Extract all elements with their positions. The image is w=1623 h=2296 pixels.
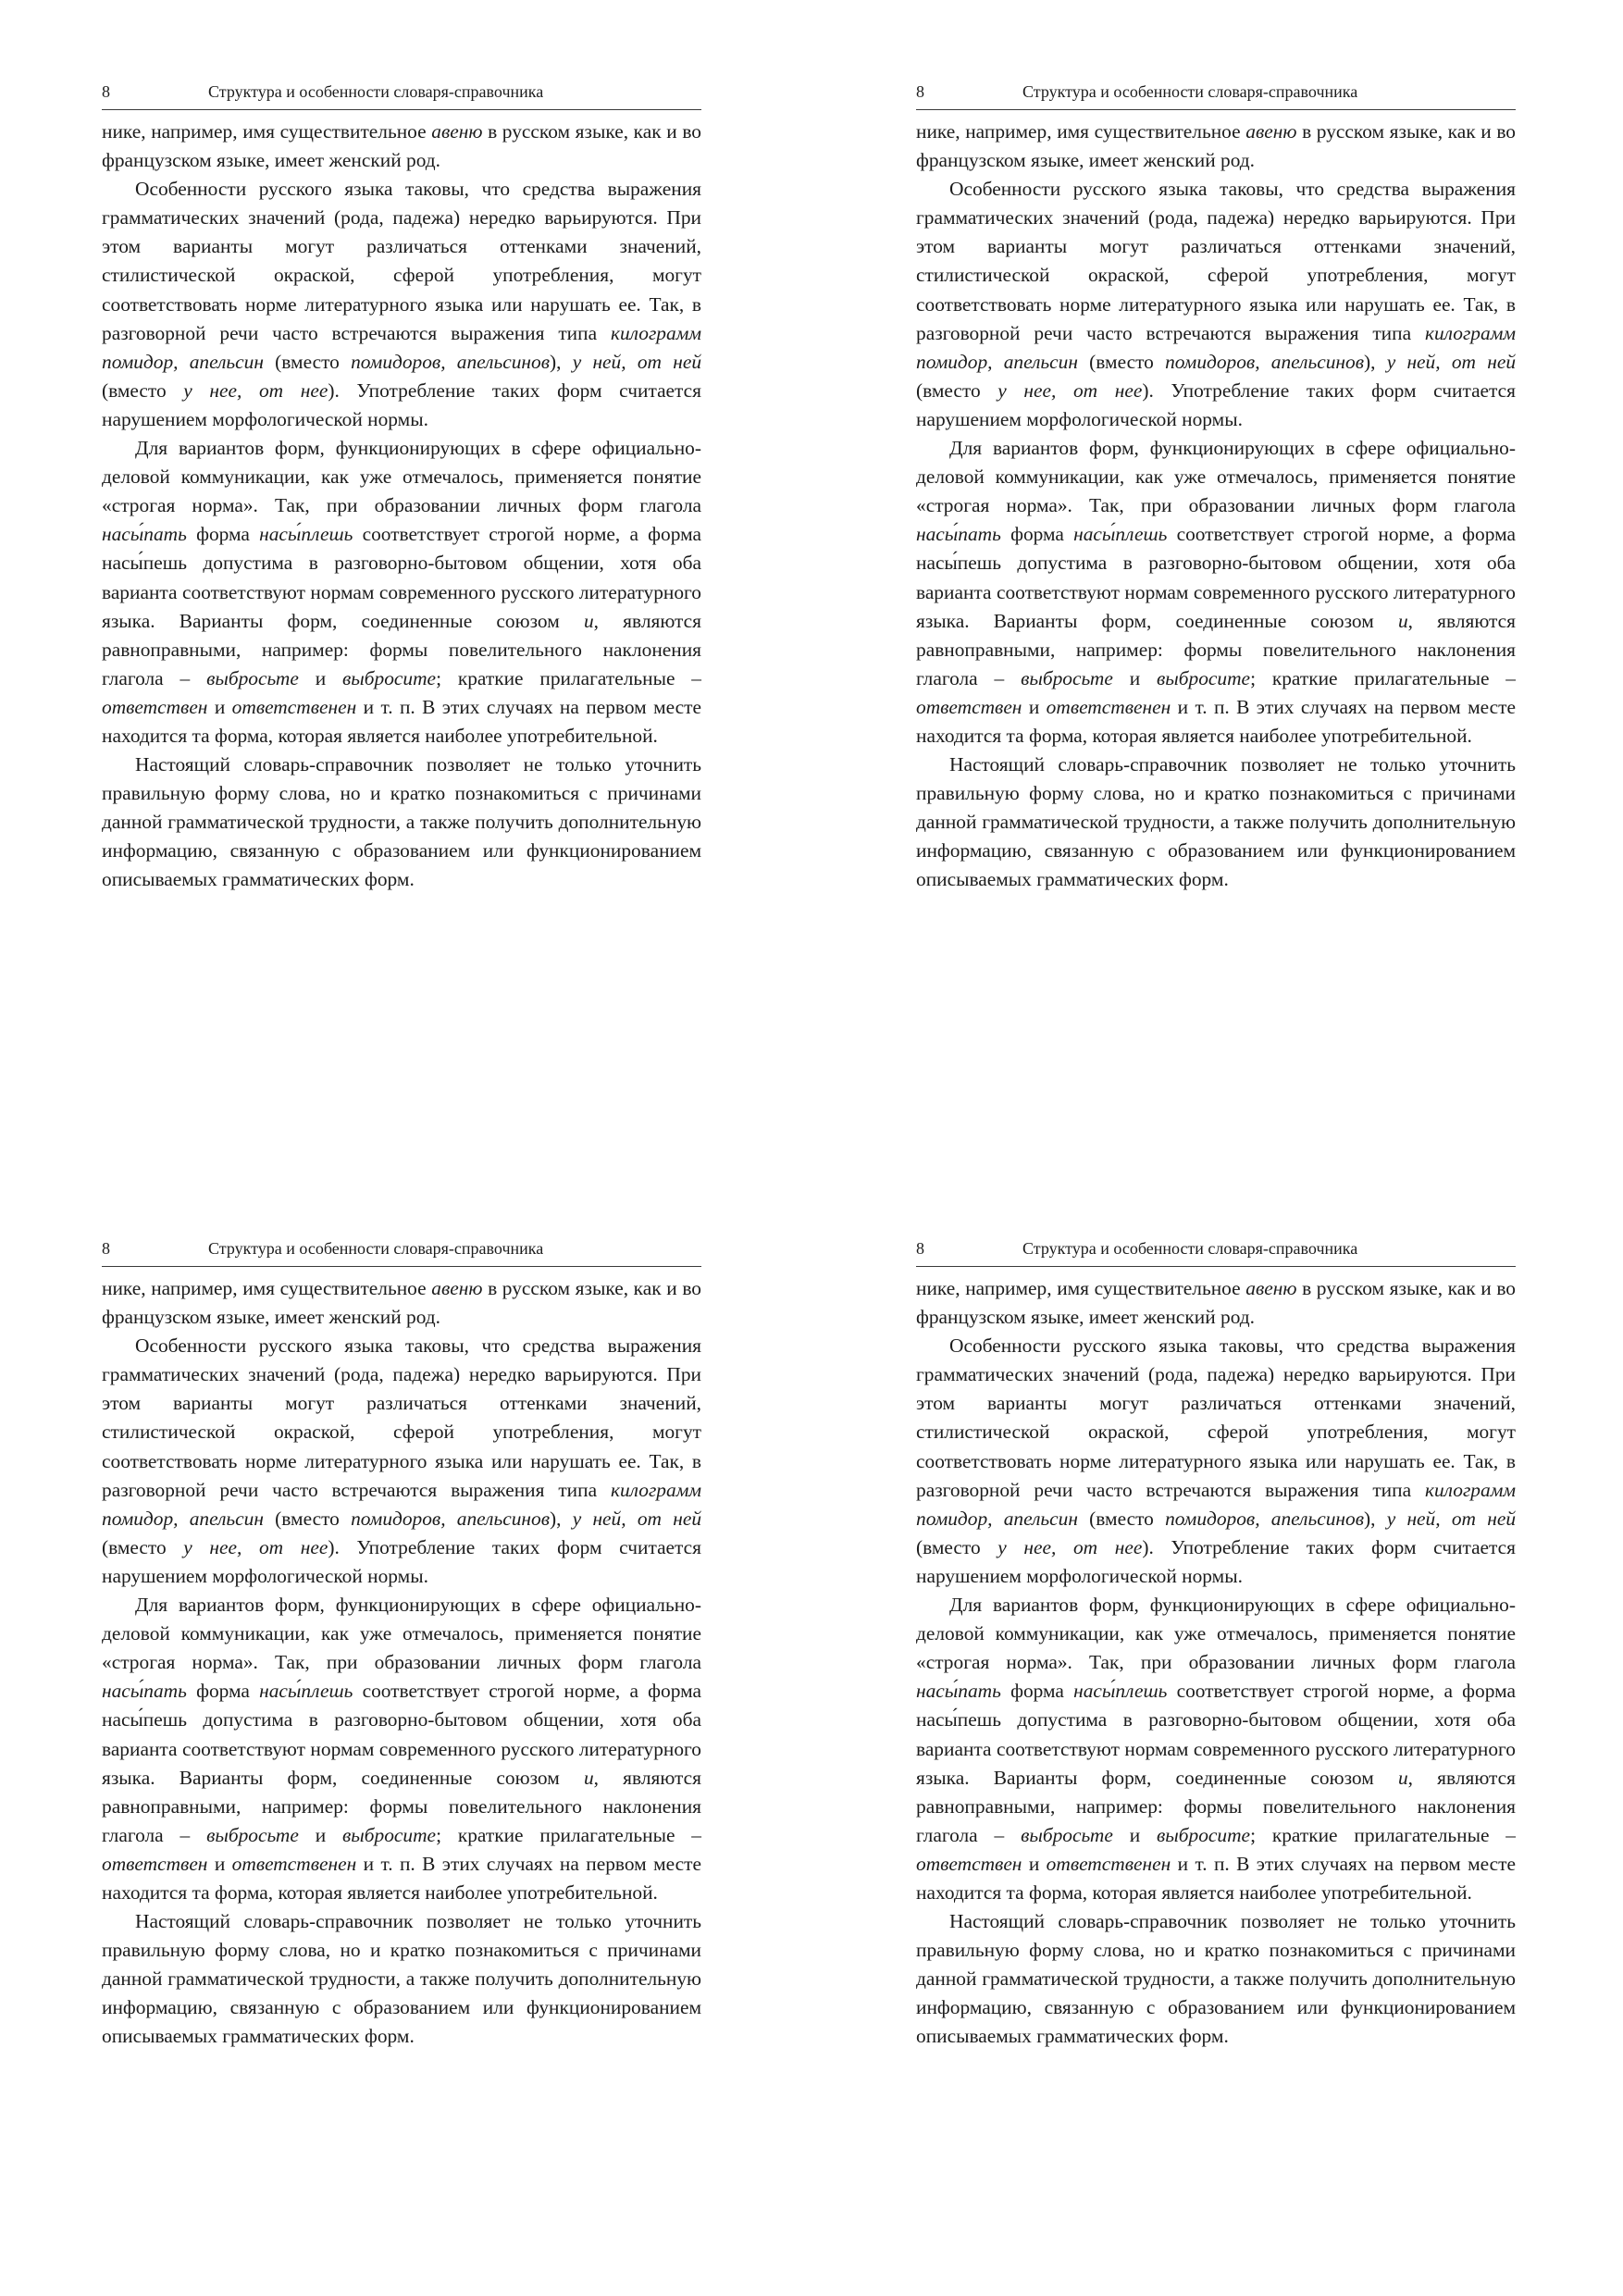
text-run: нике, например, имя существительное [916,1277,1246,1299]
paragraph [916,1591,1516,1907]
book-page [916,78,1516,895]
text-run-italic: у нее, от нее [183,379,328,402]
text-run-italic: и [583,609,594,632]
page-number: 8 [102,1239,110,1258]
running-head [916,78,1516,110]
text-run: ). Употребление таких форм считается нарушением морфологической нормы. [102,379,701,430]
text-run: и [1112,666,1157,689]
text-run: нике, например, имя существительное [102,120,432,143]
text-run: Для вариантов форм, функционирующих в сфере официально-деловой коммуникации, как уже отмечалось, применяется понятие «строгая норма». Так, при образовании личных форм глагола [916,1594,1516,1674]
paragraph [102,175,701,434]
text-run-italic: у нее, от нее [997,379,1143,402]
text-run: и [207,1852,232,1875]
text-run-italic: помидоров, апельсинов [1165,350,1364,373]
text-run-italic: килограмм помидор, апельсин [916,1478,1516,1530]
text-run: ), [550,350,573,373]
text-run-italic: ответственен [1046,695,1171,718]
text-run: и [1022,695,1047,718]
paragraph [916,175,1516,434]
text-run-italic: и [1397,609,1408,632]
running-title: Структура и особенности словаря-справочника [208,82,544,101]
text-run-italic: насы́плешь [259,1680,353,1703]
text-run-italic: насы́пать [916,1680,1001,1703]
text-run: и т. п. В этих случаях на первом месте находится та форма, которая является наиболее употребительной. [102,695,701,747]
paragraph [102,1591,701,1907]
text-run: (вместо [1077,350,1166,373]
text-run: , являются равноправными, например: формы повелительного наклонения глагола – [102,1766,701,1846]
text-run: соответствует строгой норме, а форма насы́пешь допустима в разговорно-бытовом общении, хотя оба варианта соответствуют нормам современного русского литературного языка. Варианты форм, соединенные союзом [102,523,701,632]
text-run-italic: авеню [1245,120,1297,143]
text-run-italic: килограмм помидор, апельсин [102,321,701,373]
text-run-italic: у ней, от ней [572,350,702,373]
text-run: Настоящий словарь-справочник позволяет не только уточнить правильную форму слова, но и кратко познакомиться с причинами данной грамматической трудности, а также получить дополнительную информацию, связанную с образованием или функционированием описываемых грамматических форм. [916,753,1516,891]
text-run: нике, например, имя существительное [102,1277,432,1299]
paragraph [916,118,1516,175]
text-run: (вместо [102,1535,184,1558]
running-head [102,78,701,110]
text-run: и [298,666,342,689]
text-run: Для вариантов форм, функционирующих в сфере официально-деловой коммуникации, как уже отмечалось, применяется понятие «строгая норма». Так, при образовании личных форм глагола [102,1594,701,1674]
text-run: ). Употребление таких форм считается нарушением морфологической нормы. [916,379,1516,430]
paragraph [916,1274,1516,1332]
text-run: Для вариантов форм, функционирующих в сфере официально-деловой коммуникации, как уже отмечалось, применяется понятие «строгая норма». Так, при образовании личных форм глагола [102,437,701,517]
text-run: в русском языке, как и во французском языке, имеет женский род. [916,1277,1516,1329]
page-number: 8 [916,1239,924,1258]
paragraph [102,434,701,751]
text-run: форма [1000,523,1074,546]
running-head [916,1235,1516,1267]
text-run: Особенности русского языка таковы, что средства выражения грамматических значений (рода, падежа) нередко варьируются. При этом варианты могут различаться оттенками значений, стилистической окраской, сферой употребления, могут соответствовать норме литературного языка или нарушать ее. Так, в разговорной речи часто встречаются выражения типа [916,1334,1516,1501]
text-run-italic: насы́пать [102,1680,187,1703]
text-run-italic: выбросите [342,1823,437,1846]
text-run-italic: ответственен [1046,1852,1171,1875]
paragraph [102,1332,701,1591]
page-number: 8 [916,82,924,101]
text-run-italic: насы́плешь [1073,523,1168,546]
text-run-italic: килограмм помидор, апельсин [102,1478,701,1530]
running-head [102,1235,701,1267]
paragraph [102,1907,701,2051]
text-run-italic: насы́плешь [1073,1680,1168,1703]
text-run-italic: насы́пать [916,523,1001,546]
paragraph [916,751,1516,894]
text-run: форма [186,1680,260,1703]
page-number: 8 [102,82,110,101]
paragraph [916,1332,1516,1591]
text-run: и т. п. В этих случаях на первом месте находится та форма, которая является наиболее употребительной. [916,695,1516,747]
text-run: и [298,1823,342,1846]
text-run-italic: у ней, от ней [1386,1507,1517,1530]
page-body [916,1274,1516,2052]
text-run: (вместо [263,350,352,373]
text-run-italic: выбросьте [206,1823,299,1846]
text-run: форма [186,523,260,546]
text-run-italic: ответствен [102,695,208,718]
text-run-italic: насы́пать [102,523,187,546]
text-run: , являются равноправными, например: формы повелительного наклонения глагола – [916,1766,1516,1846]
text-run: Особенности русского языка таковы, что средства выражения грамматических значений (рода, падежа) нередко варьируются. При этом варианты могут различаться оттенками значений, стилистической окраской, сферой употребления, могут соответствовать норме литературного языка или нарушать ее. Так, в разговорной речи часто встречаются выражения типа [916,178,1516,344]
text-run: Настоящий словарь-справочник позволяет не только уточнить правильную форму слова, но и кратко познакомиться с причинами данной грамматической трудности, а также получить дополнительную информацию, связанную с образованием или функционированием описываемых грамматических форм. [916,1910,1516,2048]
page-body [102,118,701,895]
text-run: в русском языке, как и во французском языке, имеет женский род. [916,120,1516,172]
text-run: ). Употребление таких форм считается нарушением морфологической нормы. [916,1535,1516,1587]
book-page [102,78,701,895]
text-run-italic: авеню [431,1277,483,1299]
text-run: (вместо [916,1535,998,1558]
text-run-italic: выбросьте [1021,666,1113,689]
text-run-italic: выбросите [1157,1823,1251,1846]
text-run: соответствует строгой норме, а форма насы́пешь допустима в разговорно-бытовом общении, хотя оба варианта соответствуют нормам современного русского литературного языка. Варианты форм, соединенные союзом [102,1680,701,1789]
text-run: в русском языке, как и во французском языке, имеет женский род. [102,1277,701,1329]
text-run: ), [550,1507,573,1530]
text-run-italic: ответственен [231,1852,357,1875]
text-run: и [1022,1852,1047,1875]
text-run-italic: ответствен [916,695,1022,718]
text-run-italic: и [1397,1766,1408,1789]
text-run: , являются равноправными, например: формы повелительного наклонения глагола – [916,609,1516,689]
text-run-italic: выбросите [342,666,437,689]
text-run: Для вариантов форм, функционирующих в сфере официально-деловой коммуникации, как уже отмечалось, применяется понятие «строгая норма». Так, при образовании личных форм глагола [916,437,1516,517]
text-run: ), [1364,350,1387,373]
text-run: ; краткие прилагательные – [1250,1823,1516,1846]
text-run-italic: у нее, от нее [183,1535,328,1558]
text-run: Настоящий словарь-справочник позволяет не только уточнить правильную форму слова, но и кратко познакомиться с причинами данной грамматической трудности, а также получить дополнительную информацию, связанную с образованием или функционированием описываемых грамматических форм. [102,753,701,891]
text-run-italic: выбросите [1157,666,1251,689]
text-run-italic: авеню [1245,1277,1297,1299]
text-run: (вместо [263,1507,352,1530]
text-run-italic: килограмм помидор, апельсин [916,321,1516,373]
paragraph [916,1907,1516,2051]
book-page [916,1235,1516,2052]
text-run-italic: и [583,1766,594,1789]
text-run: , являются равноправными, например: формы повелительного наклонения глагола – [102,609,701,689]
paragraph [102,751,701,894]
paragraph [916,434,1516,751]
text-run-italic: выбросьте [1021,1823,1113,1846]
text-run: (вместо [1077,1507,1166,1530]
text-run-italic: помидоров, апельсинов [1165,1507,1364,1530]
text-run: ; краткие прилагательные – [436,1823,701,1846]
text-run: Настоящий словарь-справочник позволяет не только уточнить правильную форму слова, но и кратко познакомиться с причинами данной грамматической трудности, а также получить дополнительную информацию, связанную с образованием или функционированием описываемых грамматических форм. [102,1910,701,2048]
text-run-italic: выбросьте [206,666,299,689]
text-run: и [207,695,232,718]
text-run: в русском языке, как и во французском языке, имеет женский род. [102,120,701,172]
text-run-italic: помидоров, апельсинов [351,1507,550,1530]
text-run: и [1112,1823,1157,1846]
text-run: Особенности русского языка таковы, что средства выражения грамматических значений (рода, падежа) нередко варьируются. При этом варианты могут различаться оттенками значений, стилистической окраской, сферой употребления, могут соответствовать норме литературного языка или нарушать ее. Так, в разговорной речи часто встречаются выражения типа [102,1334,701,1501]
text-run: и т. п. В этих случаях на первом месте находится та форма, которая является наиболее употребительной. [102,1852,701,1904]
text-run-italic: ответственен [231,695,357,718]
paragraph [102,1274,701,1332]
text-run-italic: помидоров, апельсинов [351,350,550,373]
text-run-italic: насы́плешь [259,523,353,546]
page-body [916,118,1516,895]
text-run-italic: ответствен [102,1852,208,1875]
text-run: соответствует строгой норме, а форма насы́пешь допустима в разговорно-бытовом общении, хотя оба варианта соответствуют нормам современного русского литературного языка. Варианты форм, соединенные союзом [916,1680,1516,1789]
paragraph [102,118,701,175]
page-body [102,1274,701,2052]
text-run: ), [1364,1507,1387,1530]
text-run: (вместо [916,379,998,402]
text-run: ; краткие прилагательные – [436,666,701,689]
running-title: Структура и особенности словаря-справочника [1022,1239,1358,1258]
text-run: ). Употребление таких форм считается нарушением морфологической нормы. [102,1535,701,1587]
text-run: (вместо [102,379,184,402]
text-run: нике, например, имя существительное [916,120,1246,143]
text-run: Особенности русского языка таковы, что средства выражения грамматических значений (рода, падежа) нередко варьируются. При этом варианты могут различаться оттенками значений, стилистической окраской, сферой употребления, могут соответствовать норме литературного языка или нарушать ее. Так, в разговорной речи часто встречаются выражения типа [102,178,701,344]
text-run-italic: у ней, от ней [1386,350,1517,373]
text-run: форма [1000,1680,1074,1703]
text-run-italic: у нее, от нее [997,1535,1143,1558]
running-title: Структура и особенности словаря-справочника [208,1239,544,1258]
text-run-italic: у ней, от ней [572,1507,702,1530]
text-run: соответствует строгой норме, а форма насы́пешь допустима в разговорно-бытовом общении, хотя оба варианта соответствуют нормам современного русского литературного языка. Варианты форм, соединенные союзом [916,523,1516,632]
text-run-italic: авеню [431,120,483,143]
text-run-italic: ответствен [916,1852,1022,1875]
running-title: Структура и особенности словаря-справочника [1022,82,1358,101]
text-run: ; краткие прилагательные – [1250,666,1516,689]
text-run: и т. п. В этих случаях на первом месте находится та форма, которая является наиболее употребительной. [916,1852,1516,1904]
book-page [102,1235,701,2052]
